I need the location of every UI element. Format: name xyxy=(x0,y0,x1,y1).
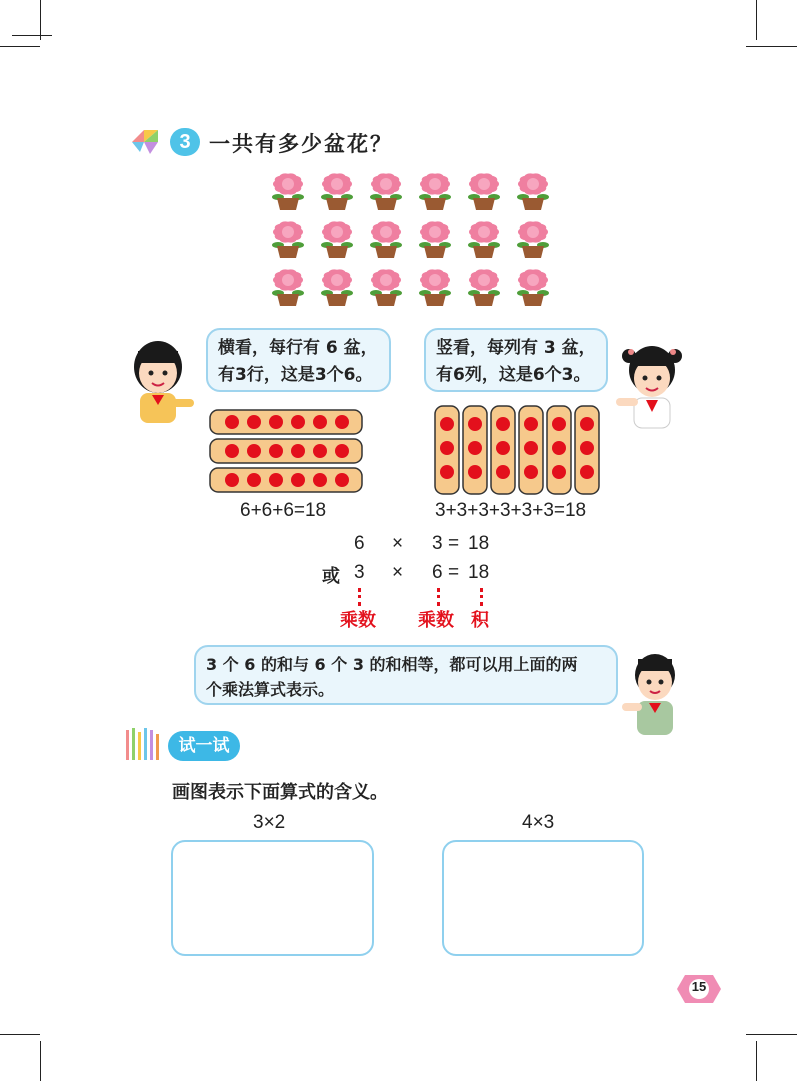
dot xyxy=(269,415,283,429)
dot xyxy=(247,444,261,458)
mult-operator: × xyxy=(392,562,404,583)
flower-pot xyxy=(468,269,500,306)
dot xyxy=(552,465,566,479)
problem-number-badge: 3 xyxy=(170,128,200,156)
dot xyxy=(291,444,305,458)
multiplication-line-2 xyxy=(322,562,502,588)
speech-bubble-right xyxy=(424,328,608,392)
factor2-label: 乘数 xyxy=(418,610,454,631)
flower-pot xyxy=(370,221,402,258)
dot xyxy=(524,465,538,479)
factor1-pointer xyxy=(358,588,365,606)
conclusion-line: 个乘法算式表示。 xyxy=(206,680,335,699)
conclusion-line: 3 个 6 的和与 6 个 3 的和相等，都可以用上面的两 xyxy=(206,655,578,674)
mult-factor-a: 6 xyxy=(354,533,365,554)
dot xyxy=(335,415,349,429)
try-it-badge: 试一试 xyxy=(168,731,240,761)
dot xyxy=(225,473,239,487)
speech-line: 横看，每行有 6 盆， xyxy=(218,338,378,358)
dot xyxy=(552,441,566,455)
flower-pot xyxy=(321,173,353,210)
drawing-box-right[interactable] xyxy=(442,840,644,956)
dot xyxy=(291,415,305,429)
dot xyxy=(440,441,454,455)
crop-mark xyxy=(746,46,797,47)
crop-mark xyxy=(756,0,757,40)
factor2-pointer xyxy=(437,588,444,606)
try-it-instruction: 画图表示下面算式的含义。 xyxy=(172,782,388,803)
flower-pot xyxy=(517,221,549,258)
expr-right: 4×3 xyxy=(522,812,555,833)
product-pointer xyxy=(480,588,487,606)
crop-mark xyxy=(40,1041,41,1081)
crop-mark xyxy=(0,1034,40,1035)
tangram-icon xyxy=(128,128,168,156)
mult-factor-b: 6 xyxy=(432,562,443,583)
mult-equals: = xyxy=(448,562,460,583)
expr-left: 3×2 xyxy=(253,812,286,833)
page-number: 15 xyxy=(691,979,707,994)
speech-line: 有6列，这是6个3。 xyxy=(436,365,591,385)
dot xyxy=(291,473,305,487)
flower-grid xyxy=(266,166,556,311)
dot xyxy=(313,473,327,487)
mult-result: 18 xyxy=(468,533,490,554)
mult-operator: × xyxy=(392,533,404,554)
flower-pot xyxy=(272,221,304,258)
flower-pot xyxy=(272,173,304,210)
column-dots-diagram xyxy=(433,404,605,496)
flower-pot xyxy=(419,221,451,258)
dot xyxy=(269,473,283,487)
pencils-icon xyxy=(122,724,162,764)
flower-pot xyxy=(419,269,451,306)
factor1-label: 乘数 xyxy=(340,610,376,631)
dot xyxy=(313,444,327,458)
dot xyxy=(225,415,239,429)
cols-addition-equation: 3+3+3+3+3+3=18 xyxy=(435,500,587,521)
dot xyxy=(247,415,261,429)
speech-line: 竖看，每列有 3 盆， xyxy=(436,338,596,358)
mult-factor-b: 3 xyxy=(432,533,443,554)
dot xyxy=(496,465,510,479)
crop-mark xyxy=(40,0,41,40)
mult-factor-a: 3 xyxy=(354,562,365,583)
dot xyxy=(552,417,566,431)
dot xyxy=(247,473,261,487)
flower-pot xyxy=(370,173,402,210)
crop-mark xyxy=(746,1034,797,1035)
crop-mark xyxy=(756,1041,757,1081)
flower-pot xyxy=(468,173,500,210)
dot xyxy=(468,465,482,479)
crop-mark xyxy=(12,35,52,36)
girl-right-illustration xyxy=(612,338,692,433)
problem-question: 一共有多少盆花？ xyxy=(209,132,393,156)
flower-pot xyxy=(370,269,402,306)
multiplication-line-1 xyxy=(322,533,502,559)
flower-pot xyxy=(419,173,451,210)
conclusion-bubble xyxy=(194,645,618,705)
dot xyxy=(580,441,594,455)
dot xyxy=(496,441,510,455)
dot xyxy=(524,417,538,431)
boy-illustration xyxy=(620,645,690,740)
dot xyxy=(468,417,482,431)
mult-prefix: 或 xyxy=(322,566,340,587)
speech-line: 有3行，这是3个6。 xyxy=(218,365,373,385)
dot xyxy=(313,415,327,429)
product-label: 积 xyxy=(471,610,489,631)
dot xyxy=(269,444,283,458)
dot xyxy=(335,444,349,458)
dot xyxy=(524,441,538,455)
row-dots-diagram xyxy=(208,408,366,496)
speech-bubble-left xyxy=(206,328,391,392)
rows-addition-equation: 6+6+6=18 xyxy=(240,500,327,521)
dot xyxy=(496,417,510,431)
dot xyxy=(440,465,454,479)
dot xyxy=(335,473,349,487)
dot xyxy=(468,441,482,455)
flower-pot xyxy=(468,221,500,258)
girl-left-illustration xyxy=(118,333,198,428)
flower-pot xyxy=(272,269,304,306)
mult-equals: = xyxy=(448,533,460,554)
flower-pot xyxy=(517,173,549,210)
crop-mark xyxy=(0,46,40,47)
flower-pot xyxy=(321,269,353,306)
dot xyxy=(580,465,594,479)
flower-pot xyxy=(517,269,549,306)
mult-result: 18 xyxy=(468,562,490,583)
dot xyxy=(225,444,239,458)
drawing-box-left[interactable] xyxy=(171,840,374,956)
dot xyxy=(580,417,594,431)
flower-pot xyxy=(321,221,353,258)
dot xyxy=(440,417,454,431)
